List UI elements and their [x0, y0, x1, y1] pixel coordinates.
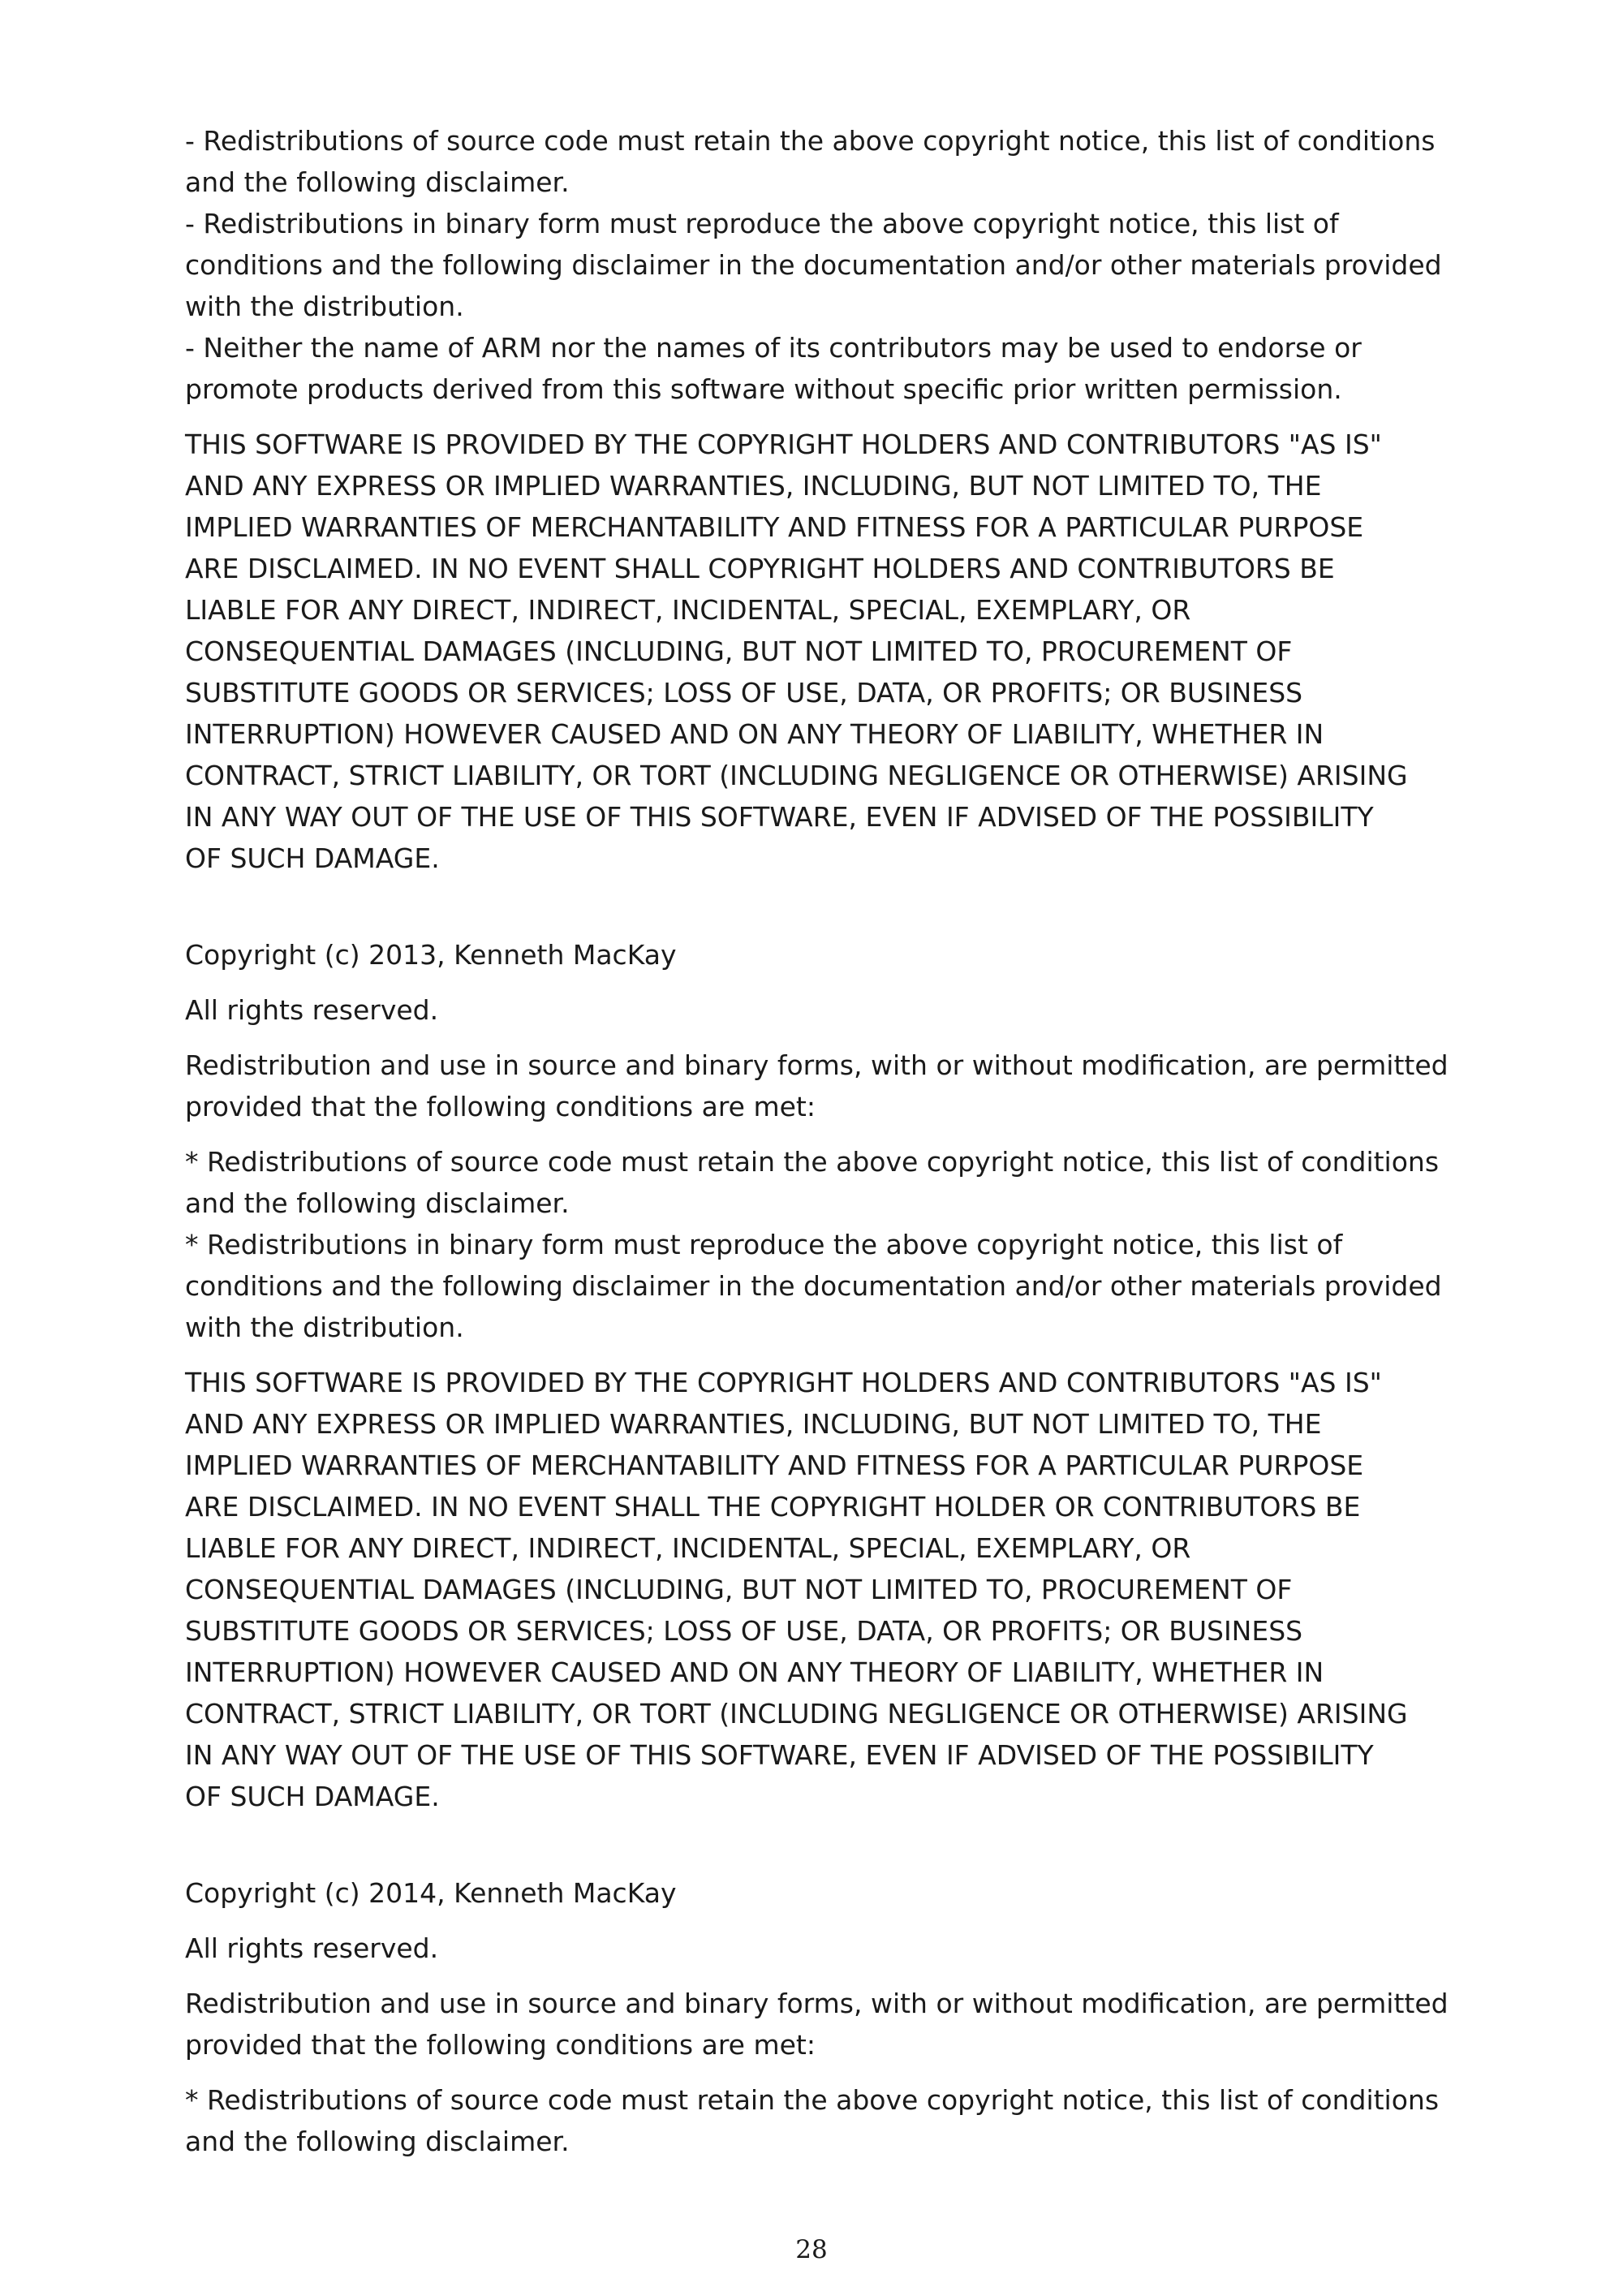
all-rights-reserved-2014: All rights reserved.: [185, 1932, 439, 1964]
section-spacer: [185, 1831, 1524, 1872]
conditions-list-2013: * Redistributions of source code must retain the above copyright notice, this list of conditions and the following disclaimer. * Redistributions in binary form must reproduce the above copyright notice, this list of conditions and the following disclaimer in the documentation and/or other materials provided with the distribution.: [185, 1146, 1442, 1343]
conditions-list-2014: * Redistributions of source code must retain the above copyright notice, this list of conditions and the following disclaimer.: [185, 2084, 1440, 2157]
document-body: [185, 120, 1524, 2176]
arm-conditions-list: - Redistributions of source code must retain the above copyright notice, this list of conditions and the following disclaimer. - Redistributions in binary form must reproduce the above copyright notice, this list of conditions and the following disclaimer in the documentation and/or other materials provided with the distribution. - Neither the name of ARM nor the names of its contributors may be used to endorse or promote products derived from this software without specific prior written permission.: [185, 125, 1442, 405]
all-rights-reserved-2013: All rights reserved.: [185, 994, 439, 1026]
copyright-line-2014: Copyright (c) 2014, Kenneth MacKay: [185, 1877, 677, 1909]
section-spacer: [185, 893, 1524, 934]
redistribution-paragraph-2014: Redistribution and use in source and binary forms, with or without modification, are permitted provided that the following conditions are met:: [185, 1988, 1449, 2061]
copyright-line-2013: Copyright (c) 2013, Kenneth MacKay: [185, 939, 677, 971]
arm-disclaimer-paragraph: THIS SOFTWARE IS PROVIDED BY THE COPYRIGHT HOLDERS AND CONTRIBUTORS "AS IS" AND ANY EXPRESS OR IMPLIED WARRANTIES, INCLUDING, BUT NOT LIMITED TO, THE IMPLIED WARRANTIES OF MERCHANTABILITY AND FITNESS FOR A PARTICULAR PURPOSE ARE DISCLAIMED. IN NO EVENT SHALL COPYRIGHT HOLDERS AND CONTRIBUTORS BE LIABLE FOR ANY DIRECT, INDIRECT, INCIDENTAL, SPECIAL, EXEMPLARY, OR CONSEQUENTIAL DAMAGES (INCLUDING, BUT NOT LIMITED TO, PROCUREMENT OF SUBSTITUTE GOODS OR SERVICES; LOSS OF USE, DATA, OR PROFITS; OR BUSINESS INTERRUPTION) HOWEVER CAUSED AND ON ANY THEORY OF LIABILITY, WHETHER IN CONTRACT, STRICT LIABILITY, OR TORT (INCLUDING NEGLIGENCE OR OTHERWISE) ARISING IN ANY WAY OUT OF THE USE OF THIS SOFTWARE, EVEN IF ADVISED OF THE POSSIBILITY OF SUCH DAMAGE.: [185, 429, 1408, 874]
redistribution-paragraph-2013: Redistribution and use in source and binary forms, with or without modification, are permitted provided that the following conditions are met:: [185, 1049, 1449, 1122]
disclaimer-paragraph-2013: THIS SOFTWARE IS PROVIDED BY THE COPYRIGHT HOLDERS AND CONTRIBUTORS "AS IS" AND ANY EXPRESS OR IMPLIED WARRANTIES, INCLUDING, BUT NOT LIMITED TO, THE IMPLIED WARRANTIES OF MERCHANTABILITY AND FITNESS FOR A PARTICULAR PURPOSE ARE DISCLAIMED. IN NO EVENT SHALL THE COPYRIGHT HOLDER OR CONTRIBUTORS BE LIABLE FOR ANY DIRECT, INDIRECT, INCIDENTAL, SPECIAL, EXEMPLARY, OR CONSEQUENTIAL DAMAGES (INCLUDING, BUT NOT LIMITED TO, PROCUREMENT OF SUBSTITUTE GOODS OR SERVICES; LOSS OF USE, DATA, OR PROFITS; OR BUSINESS INTERRUPTION) HOWEVER CAUSED AND ON ANY THEORY OF LIABILITY, WHETHER IN CONTRACT, STRICT LIABILITY, OR TORT (INCLUDING NEGLIGENCE OR OTHERWISE) ARISING IN ANY WAY OUT OF THE USE OF THIS SOFTWARE, EVEN IF ADVISED OF THE POSSIBILITY OF SUCH DAMAGE.: [185, 1367, 1408, 1812]
page-number: 28: [795, 2235, 828, 2264]
